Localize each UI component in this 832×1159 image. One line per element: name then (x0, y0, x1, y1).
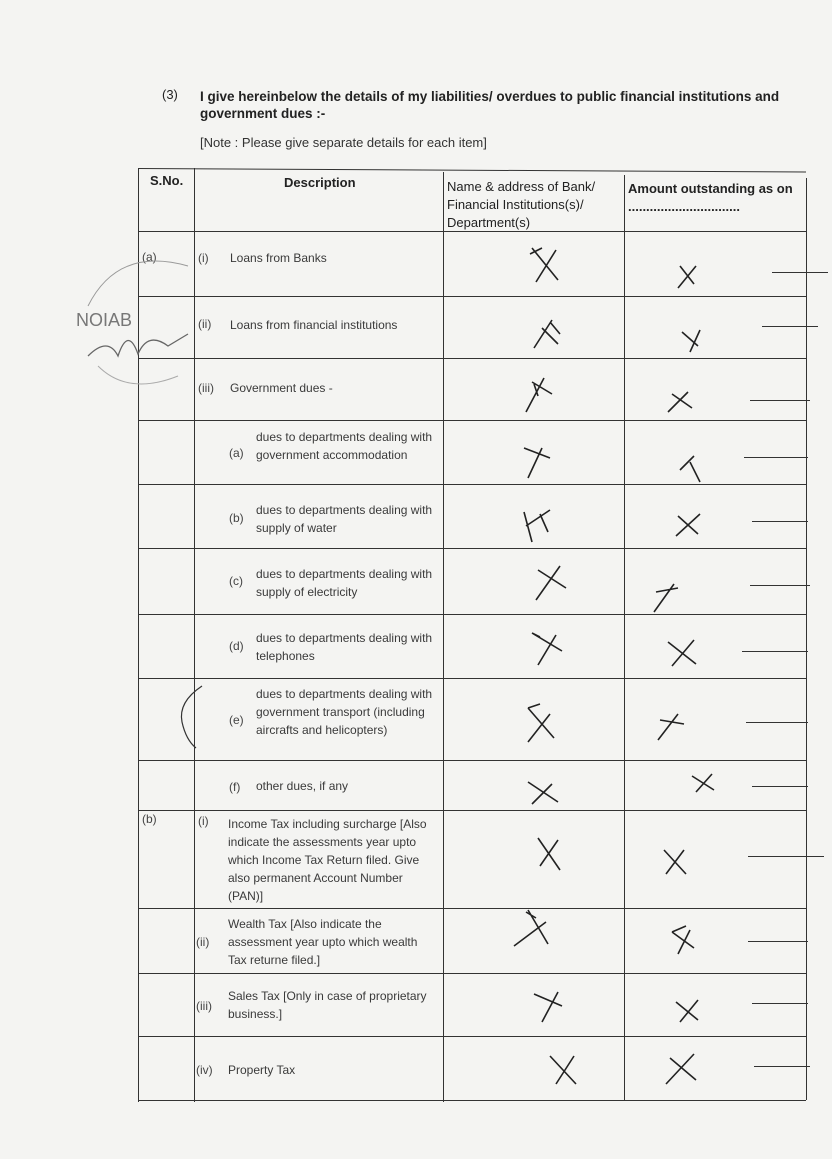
table-border-top (138, 168, 806, 172)
cross-mark-icon (684, 766, 744, 816)
header-sno: S.No. (150, 173, 184, 188)
blank-dash (754, 1066, 810, 1067)
row-description: Loans from Banks (230, 251, 327, 265)
cross-mark-icon (672, 322, 732, 372)
row-description: dues to departments dealing with telephones (256, 631, 433, 663)
blank-dash (762, 326, 818, 327)
row-divider (138, 973, 806, 974)
row-description: Wealth Tax [Also indicate the assessment year upto which wealth Tax returne filed.] (228, 917, 418, 967)
stamp-icon (58, 236, 198, 406)
cross-mark-icon (512, 372, 572, 422)
cross-mark-icon (664, 918, 724, 968)
row-subnumber: (iii) (198, 381, 214, 395)
row-description: Government dues - (230, 381, 333, 395)
blank-dash (748, 856, 824, 857)
header-name-address: Name & address of Bank/ Financial Institutions(s)/ Department(s) (447, 179, 596, 230)
row-subnumber: (ii) (198, 317, 212, 331)
svg-text:NOIAB: NOIAB (76, 310, 133, 330)
table-border-bottom (138, 1100, 806, 1101)
blank-dash (752, 521, 808, 522)
cross-mark-icon (646, 578, 706, 628)
cross-mark-icon (512, 440, 572, 490)
cross-mark-icon (526, 560, 586, 610)
row-subnumber: (f) (229, 780, 241, 794)
row-subnumber: (c) (229, 574, 243, 588)
cross-mark-icon (660, 1048, 720, 1098)
header-description: Description (284, 175, 356, 190)
blank-dash (752, 786, 808, 787)
cross-mark-icon (524, 982, 584, 1032)
row-description: dues to departments dealing with government accommodation (256, 430, 433, 462)
table-col-divider-3 (624, 175, 625, 1101)
row-subnumber: (e) (229, 713, 244, 727)
row-description: other dues, if any (256, 779, 349, 793)
cross-mark-icon (510, 502, 570, 552)
cross-mark-icon (524, 830, 584, 880)
row-description: Income Tax including surcharge [Also indicate the assessments year upto which Income Tax Return filed. Give also permanent Account Number (PAN)] (228, 817, 427, 903)
row-description: Sales Tax [Only in case of proprietary business.] (228, 989, 427, 1021)
row-divider (138, 760, 806, 761)
row-description: Property Tax (228, 1063, 296, 1077)
blank-dash (744, 457, 808, 458)
row-sno: (b) (142, 812, 157, 826)
blank-dash (742, 651, 808, 652)
cross-mark-icon (540, 1048, 600, 1098)
blank-dash (752, 1003, 808, 1004)
table-border-right (806, 178, 807, 1100)
row-subnumber: (ii) (196, 935, 210, 949)
row-subnumber: (i) (198, 814, 209, 828)
row-subnumber: (d) (229, 639, 244, 653)
section-note: [Note : Please give separate details for each item] (200, 135, 487, 150)
row-subnumber: (iv) (196, 1063, 213, 1077)
blank-dash (748, 941, 808, 942)
blank-dash (746, 722, 808, 723)
section-heading: I give hereinbelow the details of my liabilities/ overdues to public financial institutions and government dues :- (200, 89, 780, 121)
cross-mark-icon (666, 506, 726, 556)
cross-mark-icon (522, 310, 582, 360)
header-amount: Amount outstanding as on ............................... (628, 181, 793, 214)
cross-mark-icon (660, 632, 720, 682)
row-sno: (a) (142, 250, 157, 264)
row-description: Loans from financial institutions (230, 318, 398, 332)
row-divider (138, 908, 806, 909)
blank-dash (772, 272, 828, 273)
bracket-mark-icon (172, 682, 212, 752)
table-col-divider-2 (443, 172, 444, 1102)
cross-mark-icon (650, 708, 710, 758)
cross-mark-icon (520, 625, 580, 675)
cross-mark-icon (656, 840, 716, 890)
cross-mark-icon (668, 990, 728, 1040)
cross-mark-icon (666, 258, 726, 308)
row-subnumber: (b) (229, 511, 244, 525)
blank-dash (750, 585, 810, 586)
row-subnumber: (iii) (196, 999, 212, 1013)
cross-mark-icon (518, 242, 578, 292)
cross-mark-icon (670, 450, 730, 500)
blank-dash (750, 400, 810, 401)
cross-mark-icon (660, 384, 720, 434)
section-number: (3) (162, 87, 178, 102)
row-subnumber: (i) (198, 251, 209, 265)
row-description: dues to departments dealing with supply of water (256, 503, 433, 535)
row-description: dues to departments dealing with government transport (including aircrafts and helicopters) (256, 687, 433, 737)
cross-mark-icon (514, 698, 574, 748)
row-subnumber: (a) (229, 446, 244, 460)
row-description: dues to departments dealing with supply of electricity (256, 567, 433, 599)
cross-mark-icon (508, 906, 568, 956)
cross-mark-icon (518, 772, 578, 822)
